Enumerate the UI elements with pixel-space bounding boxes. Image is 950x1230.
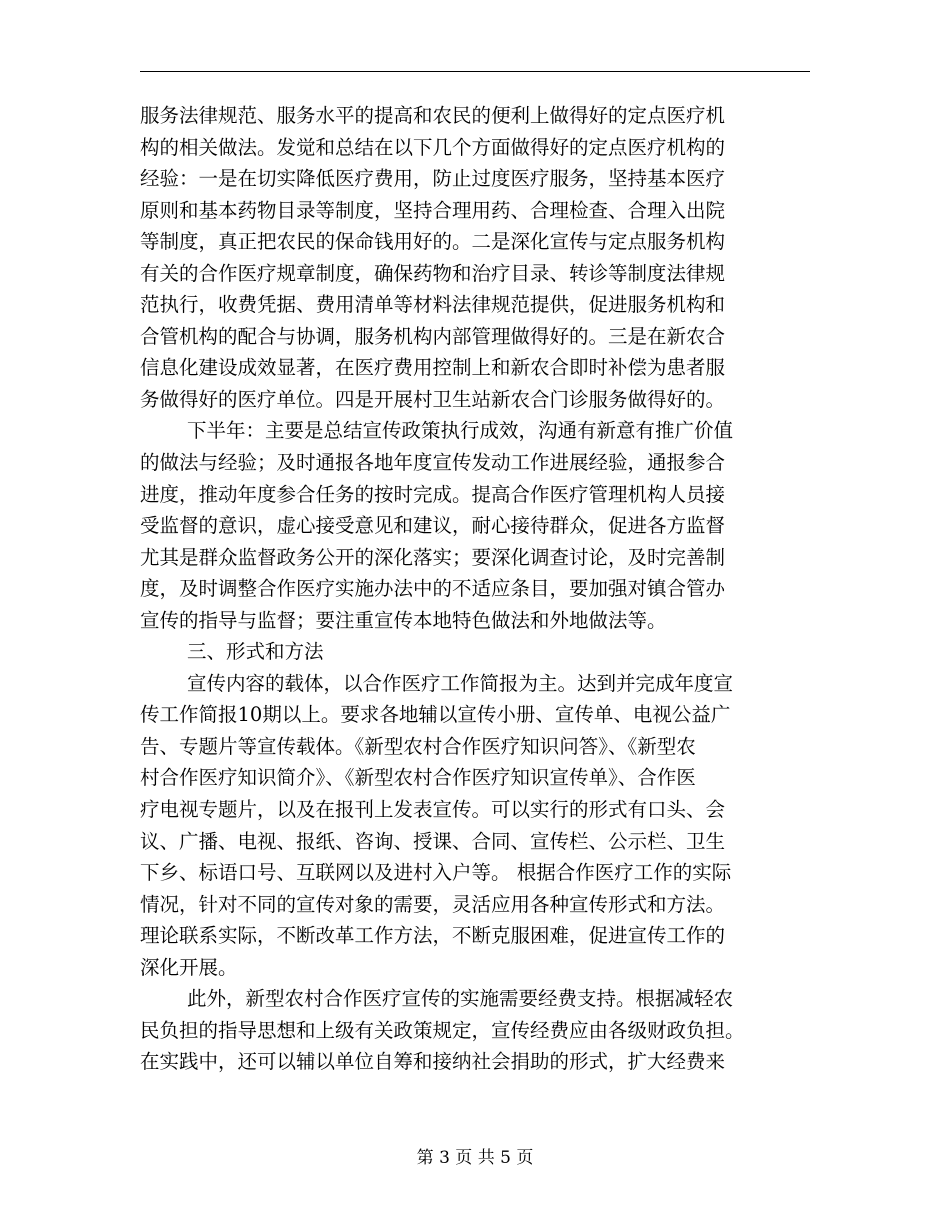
text-line: 在实践中，还可以辅以单位自筹和接纳社会捐助的形式，扩大经费来 [140, 1050, 726, 1074]
text-line: 合管机构的配合与协调，服务机构内部管理做得好的。三是在新农合 [140, 324, 726, 348]
text-line: 服务法律规范、服务水平的提高和农民的便利上做得好的定点医疗机 [140, 104, 726, 127]
text-line: 务做得好的医疗单位。四是开展村卫生站新农合门诊服务做得好的。 [140, 387, 726, 411]
text-line: 受监督的意识，虚心接受意见和建议，耐心接待群众，促进各方监督 [140, 514, 726, 538]
header-rule [140, 71, 810, 72]
page-number-footer: 第 3 页 共 5 页 [416, 1148, 534, 1168]
text-line: 民负担的指导思想和上级有关政策规定，宣传经费应由各级财政负担。 [140, 1018, 745, 1042]
text-line: 尤其是群众监督政务公开的深化落实；要深化调查讨论，及时完善制 [140, 545, 726, 569]
text-line: 告、专题片等宣传载体。《新型农村合作医疗知识问答》、《新型农 [140, 734, 696, 758]
text-line: 构的相关做法。发觉和总结在以下几个方面做得好的定点医疗机构的 [140, 135, 726, 159]
text-line: 进度，推动年度参合任务的按时完成。提高合作医疗管理机构人员接 [140, 482, 726, 506]
paragraph-start-line: 下半年：主要是总结宣传政策执行成效，沟通有新意有推广价值 [187, 419, 734, 443]
section-heading: 三、形式和方法 [187, 640, 324, 664]
text-line: 情况，针对不同的宣传对象的需要，灵活应用各种宣传形式和方法。 [140, 892, 726, 916]
text-line: 等制度，真正把农民的保命钱用好的。二是深化宣传与定点服务机构 [140, 230, 726, 254]
text-line: 村合作医疗知识简介》、《新型农村合作医疗知识宣传单》、合作医 [140, 766, 696, 790]
text-line: 度，及时调整合作医疗实施办法中的不适应条目，要加强对镇合管办 [140, 577, 726, 601]
text-line: 宣传的指导与监督；要注重宣传本地特色做法和外地做法等。 [140, 608, 667, 632]
text-line: 理论联系实际，不断改革工作方法，不断克服困难，促进宣传工作的 [140, 924, 726, 948]
text-line: 深化开展。 [140, 955, 238, 979]
paragraph-start-line: 此外，新型农村合作医疗宣传的实施需要经费支持。根据减轻农 [187, 987, 734, 1011]
text-line: 原则和基本药物目录等制度，坚持合理用药、合理检查、合理入出院 [140, 198, 726, 222]
text-line: 经验：一是在切实降低医疗费用，防止过度医疗服务，坚持基本医疗 [140, 167, 726, 191]
text-line: 议、广播、电视、报纸、咨询、授课、合同、宣传栏、公示栏、卫生 [140, 829, 726, 853]
paragraph-start-line: 宣传内容的载体，以合作医疗工作简报为主。达到并完成年度宣 [187, 671, 734, 695]
text-line: 下乡、标语口号、互联网以及进村入户等。 根据合作医疗工作的实际 [140, 861, 732, 885]
text-line: 的做法与经验；及时通报各地年度宣传发动工作进展经验，通报参合 [140, 451, 726, 475]
text-line: 范执行，收费凭据、费用清单等材料法律规范提供，促进服务机构和 [140, 293, 726, 317]
text-line: 传工作简报10期以上。要求各地辅以宣传小册、宣传单、电视公益广 [140, 703, 731, 727]
text-line: 信息化建设成效显著，在医疗费用控制上和新农合即时补偿为患者服 [140, 356, 726, 380]
document-body [140, 100, 812, 1078]
text-line: 有关的合作医疗规章制度，确保药物和治疗目录、转诊等制度法律规 [140, 261, 726, 285]
text-line: 疗电视专题片，以及在报刊上发表宣传。可以实行的形式有口头、会 [140, 798, 726, 822]
